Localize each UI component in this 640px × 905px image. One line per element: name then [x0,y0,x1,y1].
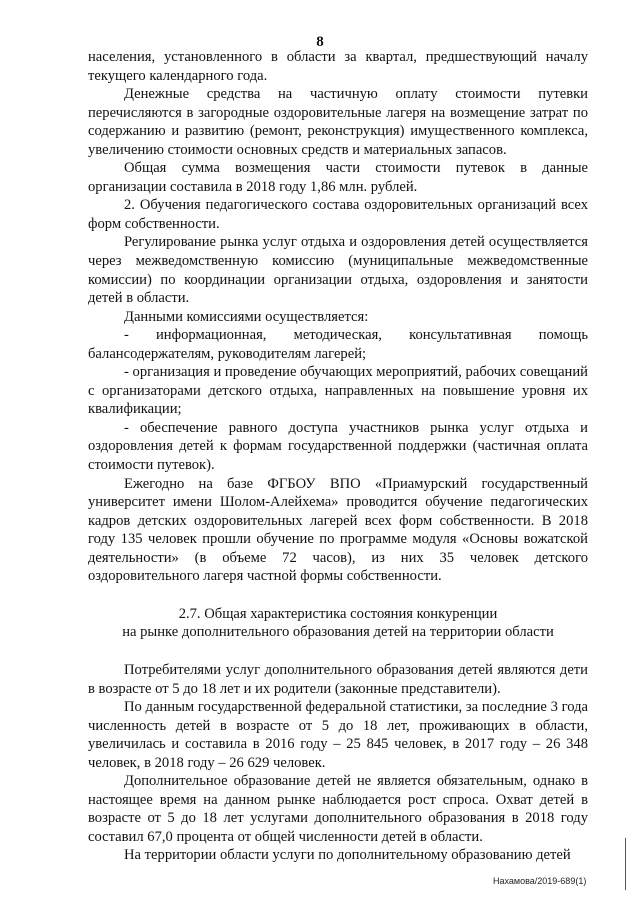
footer-document-code: Нахамова/2019-689(1) [493,876,587,886]
paragraph-commission-intro: Данными комиссиями осуществляется: [124,308,369,325]
paragraph-demand: Дополнительное образование детей не является обязательным, однако в настоящее время на данном рынке наблюдается рост спроса. Охват детей в возрасте от 5 до 18 лет услугами дополнительного образования в 2018 году составил 67,0 процента от общей численности детей в области. [88,773,588,845]
paragraph-university-training: Ежегодно на базе ФГБОУ ВПО «Приамурский государственный университет имени Шолом-Алейхема» проводится обучение педагогических кадров детских оздоровительных лагерей всех форм собственности. В 2018 году 135 человек прошли обучение по программе модуля «Основы вожатской деятельности» (в объеме 72 часов), из них 35 человек детского оздоровительного лагеря частной формы собственности. [88,475,588,585]
paragraph-continuation: населения, установленного в области за квартал, предшествующий началу текущего календарного года. [88,49,588,84]
page-number: 8 [316,34,324,50]
list-item-info-help: - информационная, методическая, консультативная помощь балансодержателям, руководителям лагерей; [88,327,588,362]
list-item-training-events: - организация и проведение обучающих мероприятий, рабочих совещаний с организаторами детского отдыха, направленных на повышение уровня их квалификации; [88,364,588,418]
scan-edge-mark [625,838,626,890]
section-heading-line1: 2.7. Общая характеристика состояния конкуренции [178,605,498,622]
paragraph-regulation: Регулирование рынка услуг отдыха и оздоровления детей осуществляется через межведомственную комиссию (муниципальные межведомственные комиссии) по координации организации отдыха, оздоровления и занятости детей в области. [88,234,588,307]
paragraph-funds: Денежные средства на частичную оплату стоимости путевки перечисляются в загородные оздоровительные лагеря на возмещение затрат по содержанию и развитию (ремонт, реконструкция) имущественного комплекса, увеличению стоимости основных средств и материальных запасов. [88,86,588,158]
list-item-equal-access: - обеспечение равного доступа участников рынка услуг отдыха и оздоровления детей к формам государственной поддержки (частичная оплата стоимости путевок). [88,419,588,474]
paragraph-training-item: 2. Обучения педагогического состава оздоровительных организаций всех форм собственности. [88,197,588,232]
paragraph-statistics: По данным государственной федеральной статистики, за последние 3 года численность детей в возрасте от 5 до 18 лет, проживающих в области, увеличилась и составила в 2016 году – 25 845 человек, в 2017 году – 26 348 человек, в 2018 году – 26 629 человек. [88,699,588,771]
section-heading [88,605,588,642]
paragraph-consumers: Потребителями услуг дополнительного образования детей являются дети в возрасте от 5 до 18 лет и их родители (законные представители). [88,661,588,697]
paragraph-total-sum: Общая сумма возмещения части стоимости путевок в данные организации составила в 2018 году 1,86 млн. рублей. [88,160,588,195]
paragraph-services: На территории области услуги по дополнительному образованию детей [124,847,571,864]
document-body [88,48,588,865]
section-heading-line2: на рынке дополнительного образования детей на территории области [122,624,554,641]
